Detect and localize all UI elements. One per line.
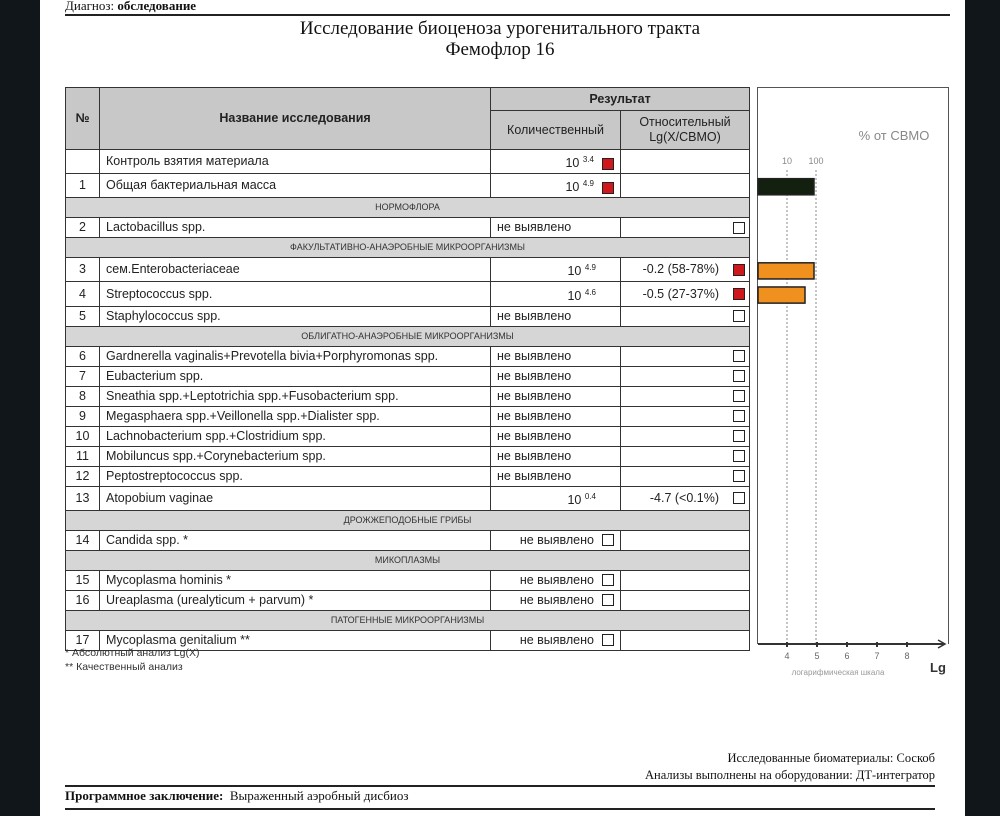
relative-result [621, 530, 750, 550]
divider [65, 14, 950, 16]
rel-value: -4.7 (<0.1%) [649, 490, 720, 505]
row-number: 14 [66, 530, 100, 550]
table-row [66, 486, 750, 510]
table-row [66, 530, 750, 550]
row-number: 2 [66, 218, 100, 238]
row-number: 11 [66, 446, 100, 466]
relative-result [621, 346, 750, 366]
test-name: Streptococcus spp. [100, 282, 491, 306]
test-name: Candida spp. * [100, 530, 491, 550]
divider [65, 808, 935, 810]
quantitative-result [491, 366, 621, 386]
row-number: 3 [66, 258, 100, 282]
col-rel-header-line1: Относительный [639, 115, 731, 129]
section-title: НОРМОФЛОРА [66, 198, 750, 218]
checkbox-icon [733, 450, 745, 462]
section-title: ФАКУЛЬТАТИВНО-АНАЭРОБНЫЕ МИКРООРГАНИЗМЫ [66, 238, 750, 258]
quant-value: не выявлено [497, 220, 572, 235]
test-name: Общая бактериальная масса [100, 174, 491, 198]
quantitative-result [491, 590, 621, 610]
x-tick-label: 5 [814, 651, 820, 661]
relative-result [621, 466, 750, 486]
footnotes [65, 646, 199, 674]
quant-value: не выявлено [497, 308, 572, 323]
table-row [66, 218, 750, 238]
log-scale-chart [758, 88, 948, 688]
quantitative-result [491, 150, 621, 174]
table-row [66, 570, 750, 590]
quantitative-result [491, 282, 621, 306]
relative-result [621, 406, 750, 426]
quant-value: не выявлено [497, 468, 572, 483]
bar [758, 287, 805, 303]
quant-value: не выявлено [497, 368, 572, 383]
x-tick-label: 4 [784, 651, 790, 661]
test-name: Sneathia spp.+Leptotrichia spp.+Fusobacterium spp. [100, 386, 491, 406]
footnote-qualitative: ** Качественный анализ [65, 661, 183, 673]
checkbox-icon [733, 492, 745, 504]
test-name: Контроль взятия материала [100, 150, 491, 174]
quant-value: не выявлено [497, 448, 572, 463]
quantitative-result [491, 346, 621, 366]
diagnosis-value: обследование [117, 0, 197, 13]
top-tick-label: 100 [808, 156, 824, 166]
quantitative-result [491, 530, 621, 550]
table-row [66, 150, 750, 174]
quantitative-result [491, 306, 621, 326]
biomaterial-text: Исследованные биоматериалы: Соскоб [727, 751, 935, 765]
checkbox-icon [733, 370, 745, 382]
row-number: 12 [66, 466, 100, 486]
x-tick-label: 6 [844, 651, 850, 661]
divider [65, 785, 935, 787]
x-tick-label: 8 [904, 651, 910, 661]
test-name: Atopobium vaginae [100, 486, 491, 510]
table-row [66, 346, 750, 366]
relative-result [621, 486, 750, 510]
quant-value: не выявлено [519, 592, 594, 607]
bar [758, 179, 814, 195]
test-name: Lachnobacterium spp.+Clostridium spp. [100, 426, 491, 446]
test-name: Ureaplasma (urealyticum + parvum) * [100, 590, 491, 610]
results-table [65, 87, 750, 651]
relative-result [621, 590, 750, 610]
col-name-header: Название исследования [100, 88, 491, 150]
quant-value: не выявлено [497, 428, 572, 443]
diagnosis [65, 0, 196, 13]
relative-result [621, 150, 750, 174]
row-number: 5 [66, 306, 100, 326]
col-rel-header-line2: Lg(X/СВМО) [649, 130, 721, 144]
report-subtitle: Фемофлор 16 [445, 39, 555, 60]
relative-result [621, 282, 750, 306]
section-row [66, 326, 750, 346]
quant-value: не выявлено [519, 532, 594, 547]
relative-result [621, 218, 750, 238]
test-name: Eubacterium spp. [100, 366, 491, 386]
row-number: 10 [66, 426, 100, 446]
quantitative-result [491, 218, 621, 238]
row-number: 8 [66, 386, 100, 406]
section-row [66, 198, 750, 218]
red-flag-icon [602, 182, 614, 194]
quantitative-result [491, 486, 621, 510]
quantitative-result [491, 258, 621, 282]
section-title: ПАТОГЕННЫЕ МИКРООРГАНИЗМЫ [66, 610, 750, 630]
col-no-header: № [66, 88, 100, 150]
quant-value: 10 $^{4.9}$ [565, 179, 594, 195]
relative-result [621, 366, 750, 386]
footnote-absolute: * Абсолютный анализ Lg(X) [65, 647, 200, 659]
checkbox-icon [733, 470, 745, 482]
row-number: 4 [66, 282, 100, 306]
quantitative-result [491, 570, 621, 590]
report-page [40, 0, 965, 816]
quantitative-result [491, 426, 621, 446]
test-name: Staphylococcus spp. [100, 306, 491, 326]
relative-result [621, 630, 750, 650]
checkbox-icon [602, 634, 614, 646]
diagnosis-label: Диагноз: [65, 0, 115, 13]
checkbox-icon [602, 594, 614, 606]
relative-result [621, 570, 750, 590]
chart-title: % от СВМО [858, 128, 930, 143]
relative-result [621, 386, 750, 406]
test-name: Mycoplasma hominis * [100, 570, 491, 590]
quantitative-result [491, 630, 621, 650]
relative-result [621, 446, 750, 466]
test-name: Lactobacillus spp. [100, 218, 491, 238]
table-row [66, 446, 750, 466]
report-title: Исследование биоценоза урогенитального тракта [299, 18, 701, 39]
table-row [66, 306, 750, 326]
checkbox-icon [733, 390, 745, 402]
quantitative-result [491, 406, 621, 426]
quant-value: не выявлено [497, 408, 572, 423]
red-flag-icon [733, 288, 745, 300]
section-row [66, 238, 750, 258]
quant-value: не выявлено [497, 348, 572, 363]
quantitative-result [491, 174, 621, 198]
table-row [66, 366, 750, 386]
quantitative-result [491, 466, 621, 486]
checkbox-icon [733, 410, 745, 422]
section-row [66, 510, 750, 530]
section-row [66, 550, 750, 570]
col-result-header: Результат [491, 88, 750, 111]
checkbox-icon [733, 222, 745, 234]
table-row [66, 258, 750, 282]
checkbox-icon [733, 350, 745, 362]
col-quant-header: Количественный [491, 111, 621, 150]
test-name: Peptostreptococcus spp. [100, 466, 491, 486]
table-row [66, 426, 750, 446]
conclusion-label: Программное заключение: [65, 788, 224, 803]
section-row [66, 610, 750, 630]
chart-panel [757, 87, 949, 677]
col-rel-header [621, 111, 750, 150]
conclusion-value: Выраженный аэробный дисбиоз [229, 788, 409, 803]
section-title: МИКОПЛАЗМЫ [66, 550, 750, 570]
x-axis-label: Lg [930, 660, 946, 675]
test-name: Gardnerella vaginalis+Prevotella bivia+Porphyromonas spp. [100, 346, 491, 366]
quantitative-result [491, 386, 621, 406]
rel-value: -0.5 (27-37%) [642, 286, 720, 301]
red-flag-icon [602, 158, 614, 170]
equipment-text: Анализы выполнены на оборудовании: ДТ-интегратор [645, 768, 935, 782]
quantitative-result [491, 446, 621, 466]
table-row [66, 406, 750, 426]
checkbox-icon [733, 430, 745, 442]
checkbox-icon [733, 310, 745, 322]
quant-value: 10 $^{4.9}$ [567, 263, 596, 279]
row-number: 1 [66, 174, 100, 198]
relative-result [621, 426, 750, 446]
row-number: 13 [66, 486, 100, 510]
test-name: Megasphaera spp.+Veillonella spp.+Dialister spp. [100, 406, 491, 426]
row-number: 15 [66, 570, 100, 590]
conclusion [65, 788, 409, 804]
x-tick-label: 7 [874, 651, 880, 661]
quant-value: 10 $^{0.4}$ [567, 491, 596, 507]
quant-value: не выявлено [519, 632, 594, 647]
quant-value: 10 $^{4.6}$ [567, 287, 596, 303]
red-flag-icon [733, 264, 745, 276]
quant-value: не выявлено [519, 572, 594, 587]
row-number: 9 [66, 406, 100, 426]
bar [758, 263, 814, 279]
relative-result [621, 258, 750, 282]
section-title: ДРОЖЖЕПОДОБНЫЕ ГРИБЫ [66, 510, 750, 530]
test-name: Mobiluncus spp.+Corynebacterium spp. [100, 446, 491, 466]
relative-result [621, 306, 750, 326]
section-title: ОБЛИГАТНО-АНАЭРОБНЫЕ МИКРООРГАНИЗМЫ [66, 326, 750, 346]
table-row [66, 174, 750, 198]
x-axis-caption: логарифмическая шкала [791, 668, 885, 677]
checkbox-icon [602, 534, 614, 546]
row-number: 7 [66, 366, 100, 386]
checkbox-icon [602, 574, 614, 586]
table-row [66, 466, 750, 486]
quant-value: 10 $^{3.4}$ [565, 155, 594, 171]
top-tick-label: 10 [781, 156, 793, 166]
table-row [66, 282, 750, 306]
row-number: 17 [66, 630, 100, 650]
relative-result [621, 174, 750, 198]
rel-value: -0.2 (58-78%) [642, 262, 720, 277]
test-name: Mycoplasma genitalium ** [100, 630, 491, 650]
table-row [66, 386, 750, 406]
row-number [66, 150, 100, 174]
row-number: 6 [66, 346, 100, 366]
table-row [66, 590, 750, 610]
test-name: сем.Enterobacteriaceae [100, 258, 491, 282]
row-number: 16 [66, 590, 100, 610]
quant-value: не выявлено [497, 388, 572, 403]
